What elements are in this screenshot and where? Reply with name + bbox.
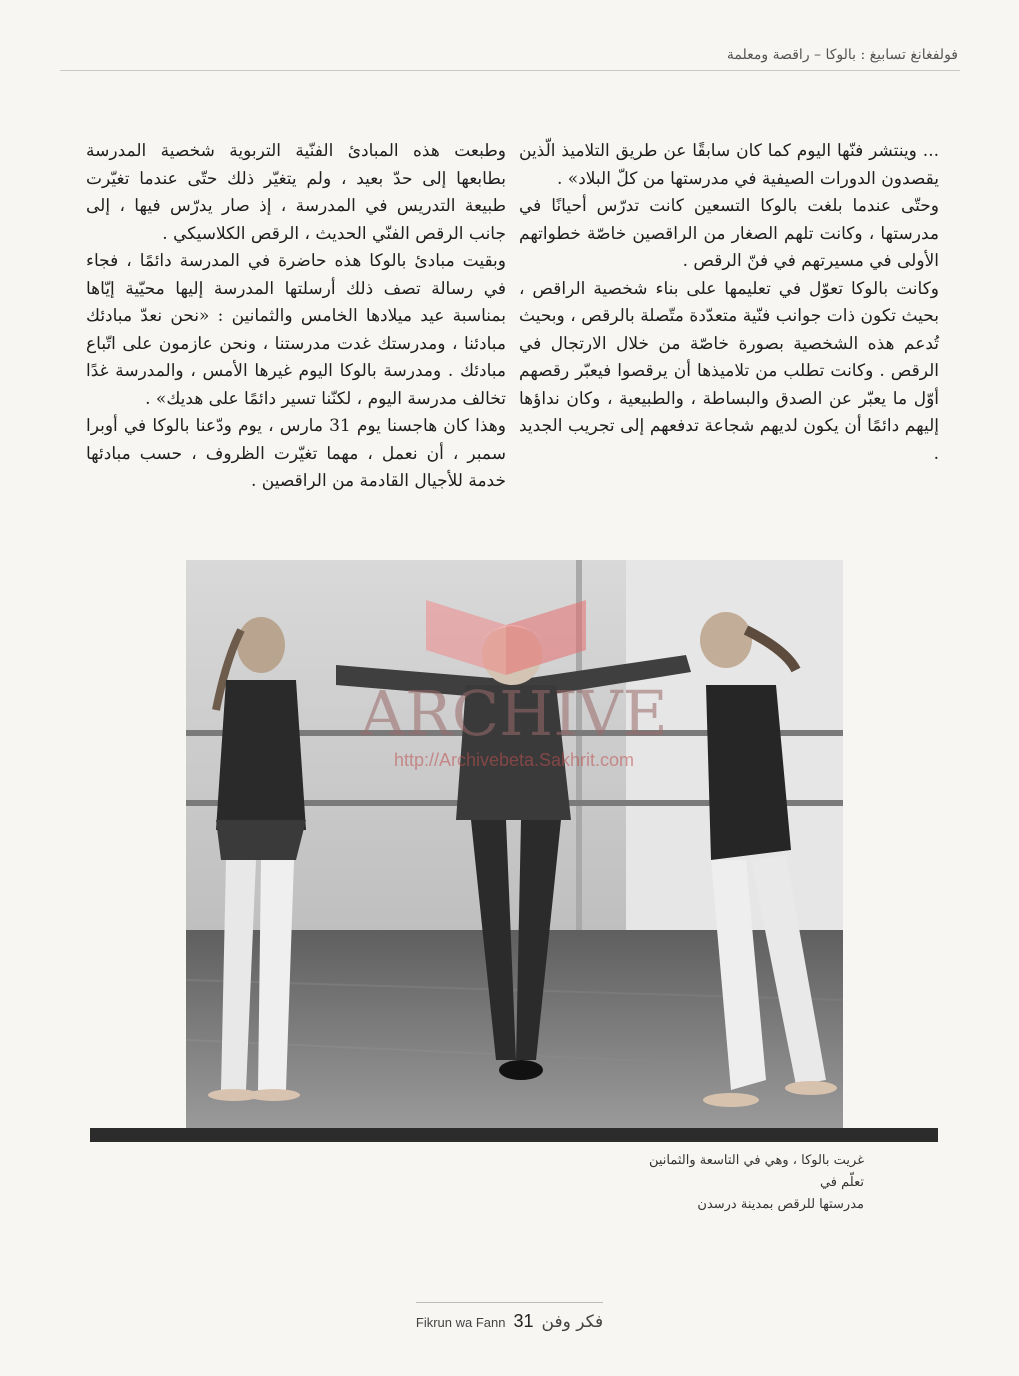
caption-line-1: غريت بالوكا ، وهي في التاسعة والثمانين تعلّم في [648, 1153, 864, 1190]
paragraph: ... وينتشر فنّها اليوم كما كان سابقًا عن طريق التلاميذ الّذين يقصدون الدورات الصيفية في مدرستها من كلّ البلاد» . [519, 141, 939, 189]
running-header [60, 40, 960, 71]
text-column-right [519, 138, 939, 468]
running-title: فولفغانغ تسابيغ : بالوكا – راقصة ومعلمة [726, 47, 958, 63]
footer-magazine-arabic: فكر وفن [541, 1312, 604, 1332]
watermark-url: http://Archivebeta.Sakhrit.com [393, 750, 635, 770]
paragraph: وكانت بالوكا تعوّل في تعليمها على بناء شخصية الراقص ، بحيث تكون ذات جوانب فنّية متعدّدة متّصلة بالرقص ، وبحيث تُدعم هذه الشخصية بصورة خاصّة من خلال الارتجال في الرقص . وكانت تطلب من تلاميذها أن يرقصوا فيعبّر رقصهم أوّل ما يعبّر عن الصدق والبساطة ، والطبيعية ، وكان نداؤها إليهم دائمًا أن يكون لديهم شجاعة تدفعهم إلى تجريب الجديد . [519, 278, 939, 464]
page-footer [0, 1302, 1019, 1332]
caption-line-2: مدرستها للرقص بمدينة درسدن [697, 1197, 864, 1212]
text-column-left [86, 138, 506, 496]
photo-strip [90, 1128, 938, 1142]
photo-illustration [186, 560, 843, 1128]
watermark-word: ARCHIVE [360, 677, 668, 750]
footer-magazine-latin: Fikrun wa Fann [415, 1315, 506, 1330]
paragraph: وبقيت مبادئ بالوكا هذه حاضرة في المدرسة دائمًا ، فجاء في رسالة تصف ذلك أرسلتها المدرسة إليها محيّية إيّاها بمناسبة عيد ميلادها الخامس والثمانين : «نحن نعدّ مبادئك مبادئنا ، ومدرستك غدت مدرستنا ، ونحن عازمون على اتّباع مبادئك . ومدرسة بالوكا اليوم غيرها الأمس ، والمدرسة غدًا تخالف مدرسة اليوم ، لكنّنا تسير دائمًا على هديك» . [86, 251, 506, 409]
paragraph: وحتّى عندما بلغت بالوكا التسعين كانت تدرّس أحيانًا في مدرستها ، وكانت تلهم الصغار من الراقصين خاصّة خطواتهم الأولى في مسيرتهم في فنّ الرقص . [519, 196, 939, 271]
paragraph: وطبعت هذه المبادئ الفنّية التربوية شخصية المدرسة بطابعها إلى حدّ بعيد ، ولم يتغيّر ذلك حتّى عندما تغيّرت طبيعة التدريس في المدرسة ، إذ صار يدرّس فيها ، إلى جانب الرقص الفنّي الحديث ، الرقص الكلاسيكي . [86, 141, 506, 244]
photo [186, 560, 843, 1128]
photo-caption [624, 1150, 864, 1216]
page-number: 31 [513, 1311, 534, 1331]
paragraph: وهذا كان هاجسنا يوم 31 مارس ، يوم ودّعنا بالوكا في أوبرا سمبر ، أن نعمل ، مهما تغيّرت الظروف ، حسب مبادئها خدمة للأجيال القادمة من الراقصين . [86, 416, 506, 491]
